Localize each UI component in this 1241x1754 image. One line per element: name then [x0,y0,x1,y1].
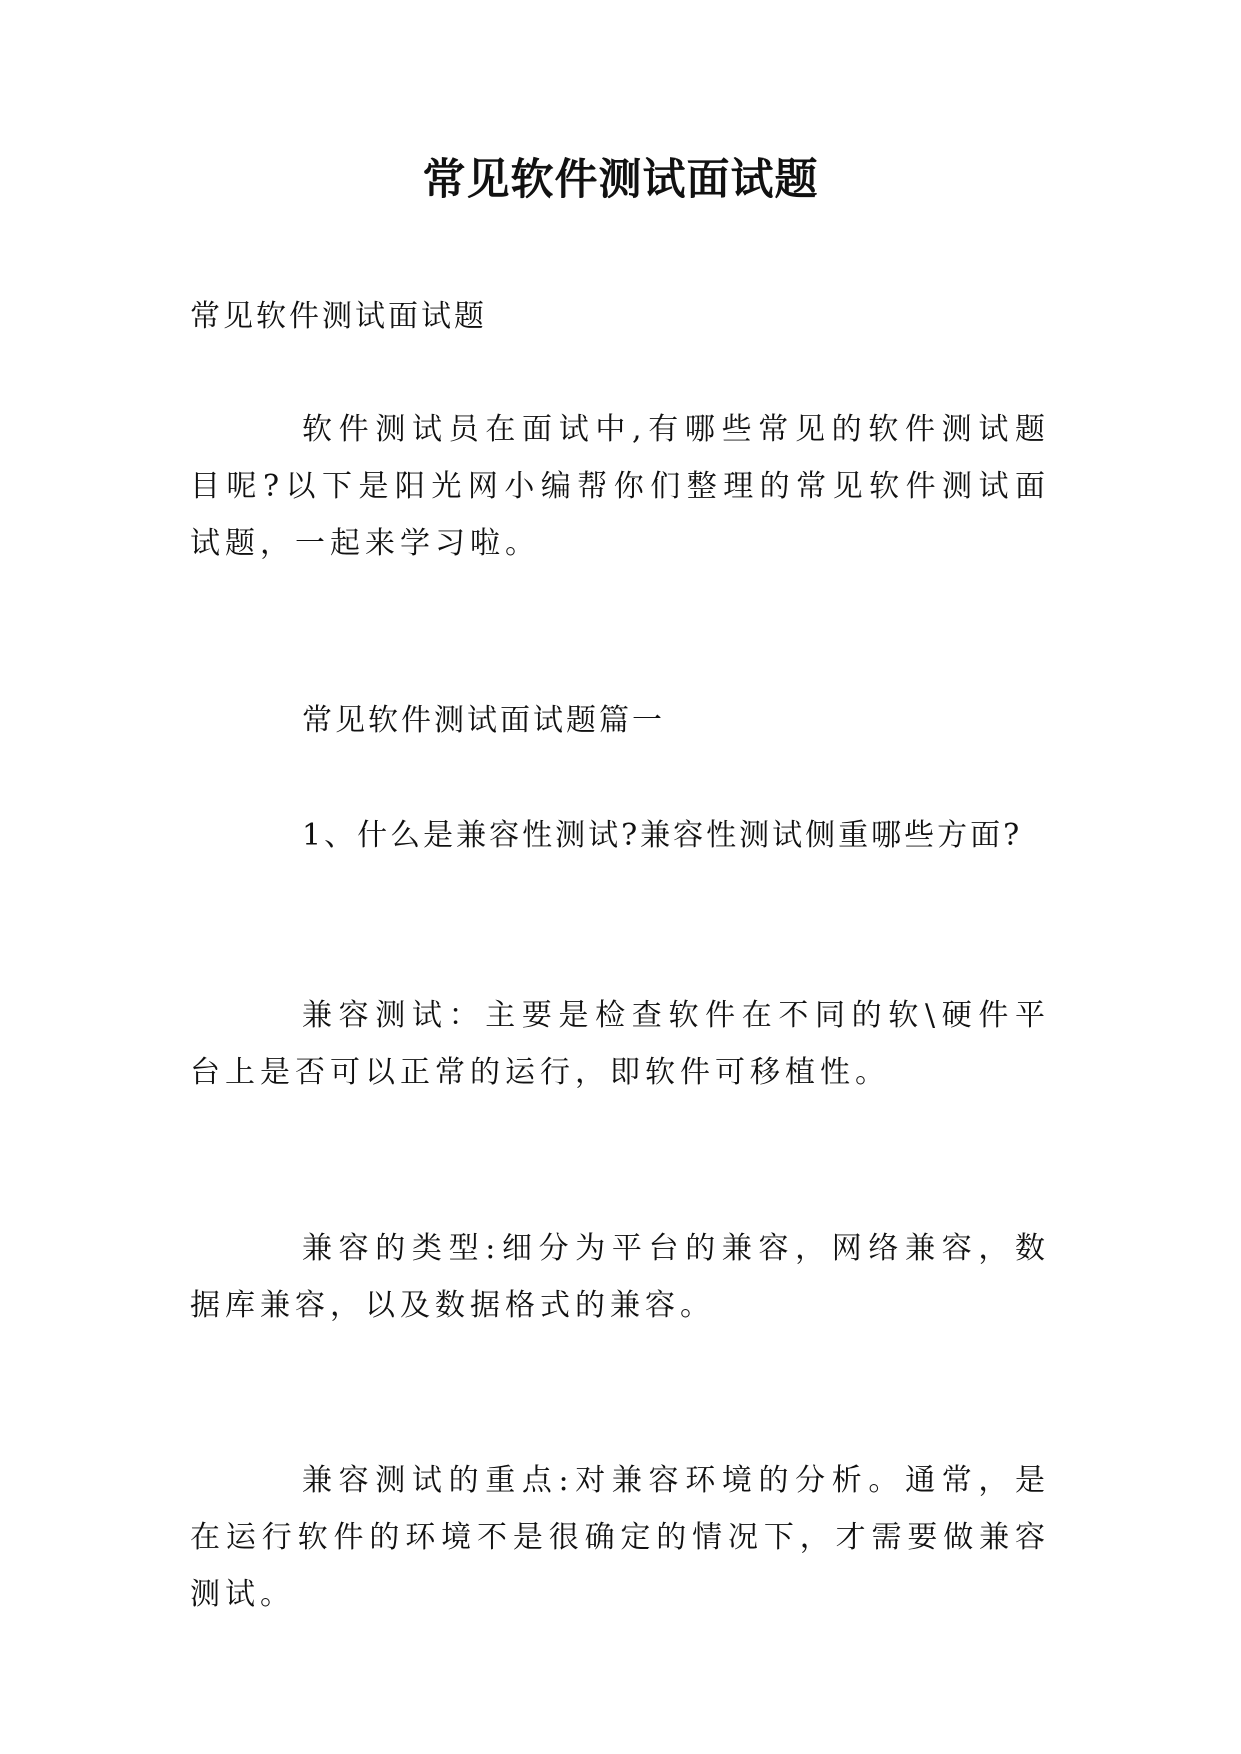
compat-types-paragraph: 兼容的类型:细分为平台的兼容，网络兼容，数据库兼容，以及数据格式的兼容。 [190,1231,1050,1323]
compat-focus-paragraph: 兼容测试的重点:对兼容环境的分析。通常，是在运行软件的环境不是很确定的情况下，才需要做兼容测试。 [190,1463,1050,1612]
intro-paragraph: 软件测试员在面试中,有哪些常见的软件测试题目呢?以下是阳光网小编帮你们整理的常见软件测试面试题，一起来学习啦。 [190,412,1050,561]
compat-definition-paragraph: 兼容测试：主要是检查软件在不同的软\硬件平台上是否可以正常的运行，即软件可移植性。 [190,998,1050,1090]
document-title: 常见软件测试面试题 [422,155,819,205]
question-1: 1、什么是兼容性测试?兼容性测试侧重哪些方面? [302,818,1023,853]
document-subtitle: 常见软件测试面试题 [190,299,487,334]
section-heading: 常见软件测试面试题篇一 [302,703,665,738]
